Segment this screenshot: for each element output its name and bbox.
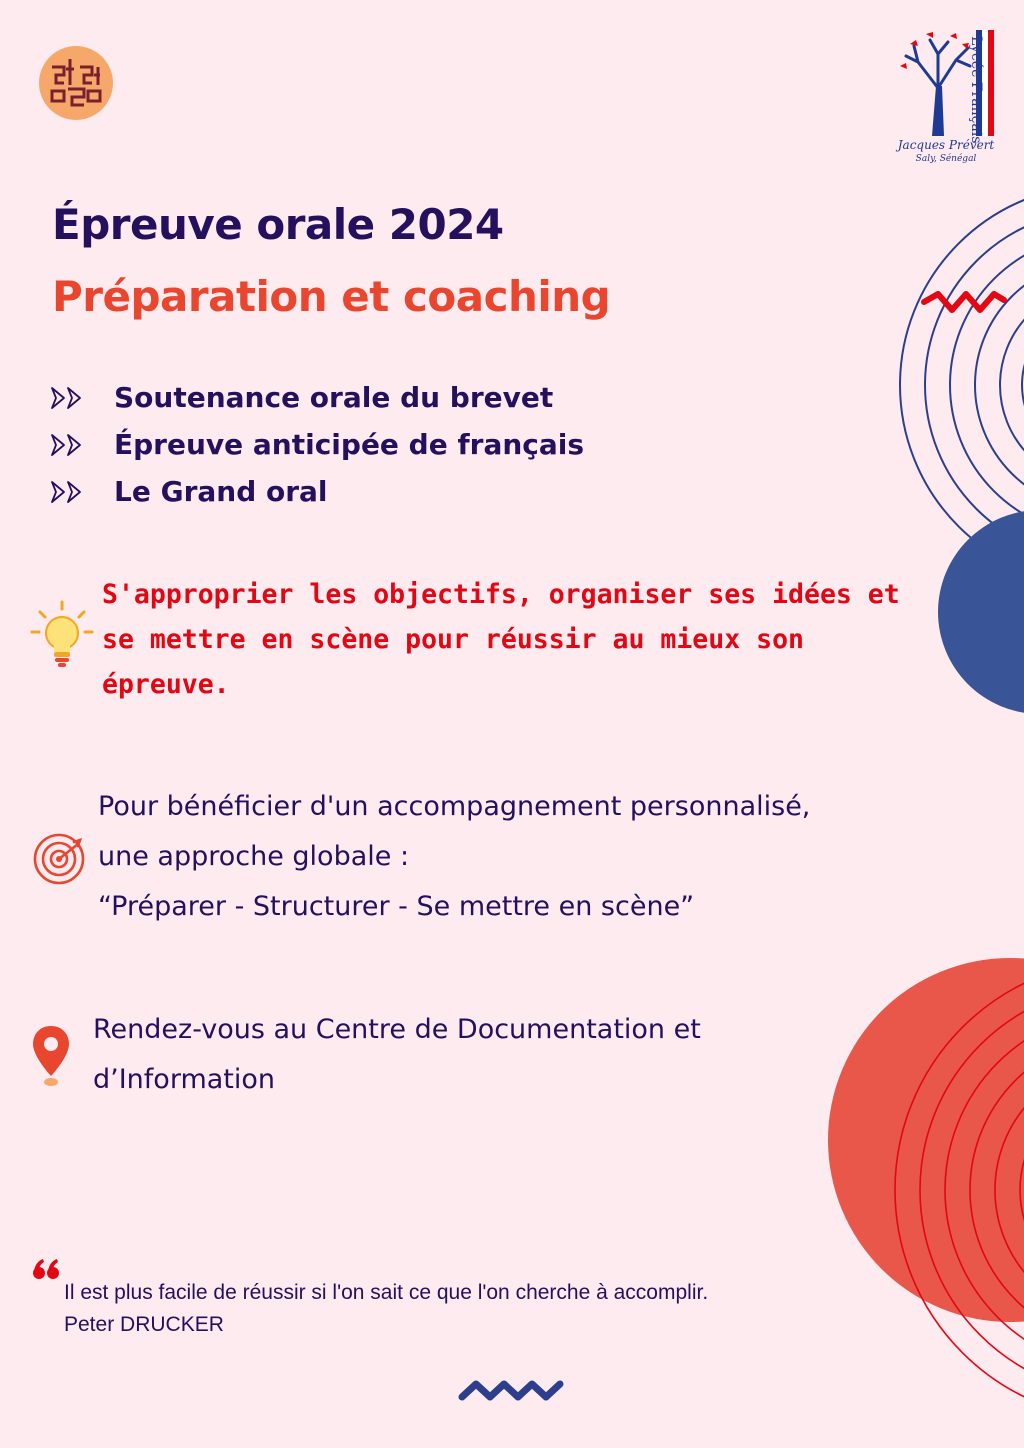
double-chevron-icon [48, 385, 88, 411]
school-name: Lycée Français [968, 36, 984, 144]
red-zigzag-decoration [924, 294, 1004, 310]
quote-author: Peter DRUCKER [64, 1313, 224, 1336]
approach-line: une approche globale : [98, 841, 410, 872]
target-icon [32, 832, 86, 886]
map-pin-icon [30, 1024, 72, 1088]
list-item [48, 468, 584, 515]
school-logo [896, 26, 996, 174]
school-city: Saly, Sénégal [915, 154, 977, 164]
location-line: d’Information [93, 1064, 276, 1095]
exam-list [48, 374, 584, 515]
location-text [93, 1005, 873, 1105]
location-line: Rendez-vous au Centre de Documentation et [93, 1014, 701, 1045]
lightbulb-icon [30, 600, 94, 672]
school-founder-name: Jacques Prévert [897, 138, 995, 152]
emblem-logo [38, 45, 114, 121]
exam-item-label: Le Grand oral [114, 475, 328, 508]
quote-text: Il est plus facile de réussir si l'on sait ce que l'on cherche à accomplir. [64, 1281, 709, 1304]
double-chevron-icon [48, 432, 88, 458]
quote-icon [32, 1256, 62, 1282]
objective-text: S'approprier les objectifs, organiser ses idées et se mettre en scène pour réussir au mieux son épreuve. [102, 579, 900, 700]
list-item [48, 374, 584, 421]
navy-wave-decoration [462, 1384, 560, 1397]
approach-line: Pour bénéficier d'un accompagnement personnalisé, [98, 791, 811, 822]
page-subtitle: Préparation et coaching [52, 272, 611, 321]
double-chevron-icon [48, 479, 88, 505]
list-item [48, 421, 584, 468]
exam-item-label: Soutenance orale du brevet [114, 381, 554, 414]
approach-text [98, 782, 978, 932]
approach-motto: “Préparer - Structurer - Se mettre en scène” [98, 891, 695, 922]
page-title: Épreuve orale 2024 [52, 200, 504, 249]
exam-item-label: Épreuve anticipée de français [114, 428, 585, 461]
quote-block [64, 1277, 708, 1341]
blue-circle-decoration [938, 510, 1024, 714]
